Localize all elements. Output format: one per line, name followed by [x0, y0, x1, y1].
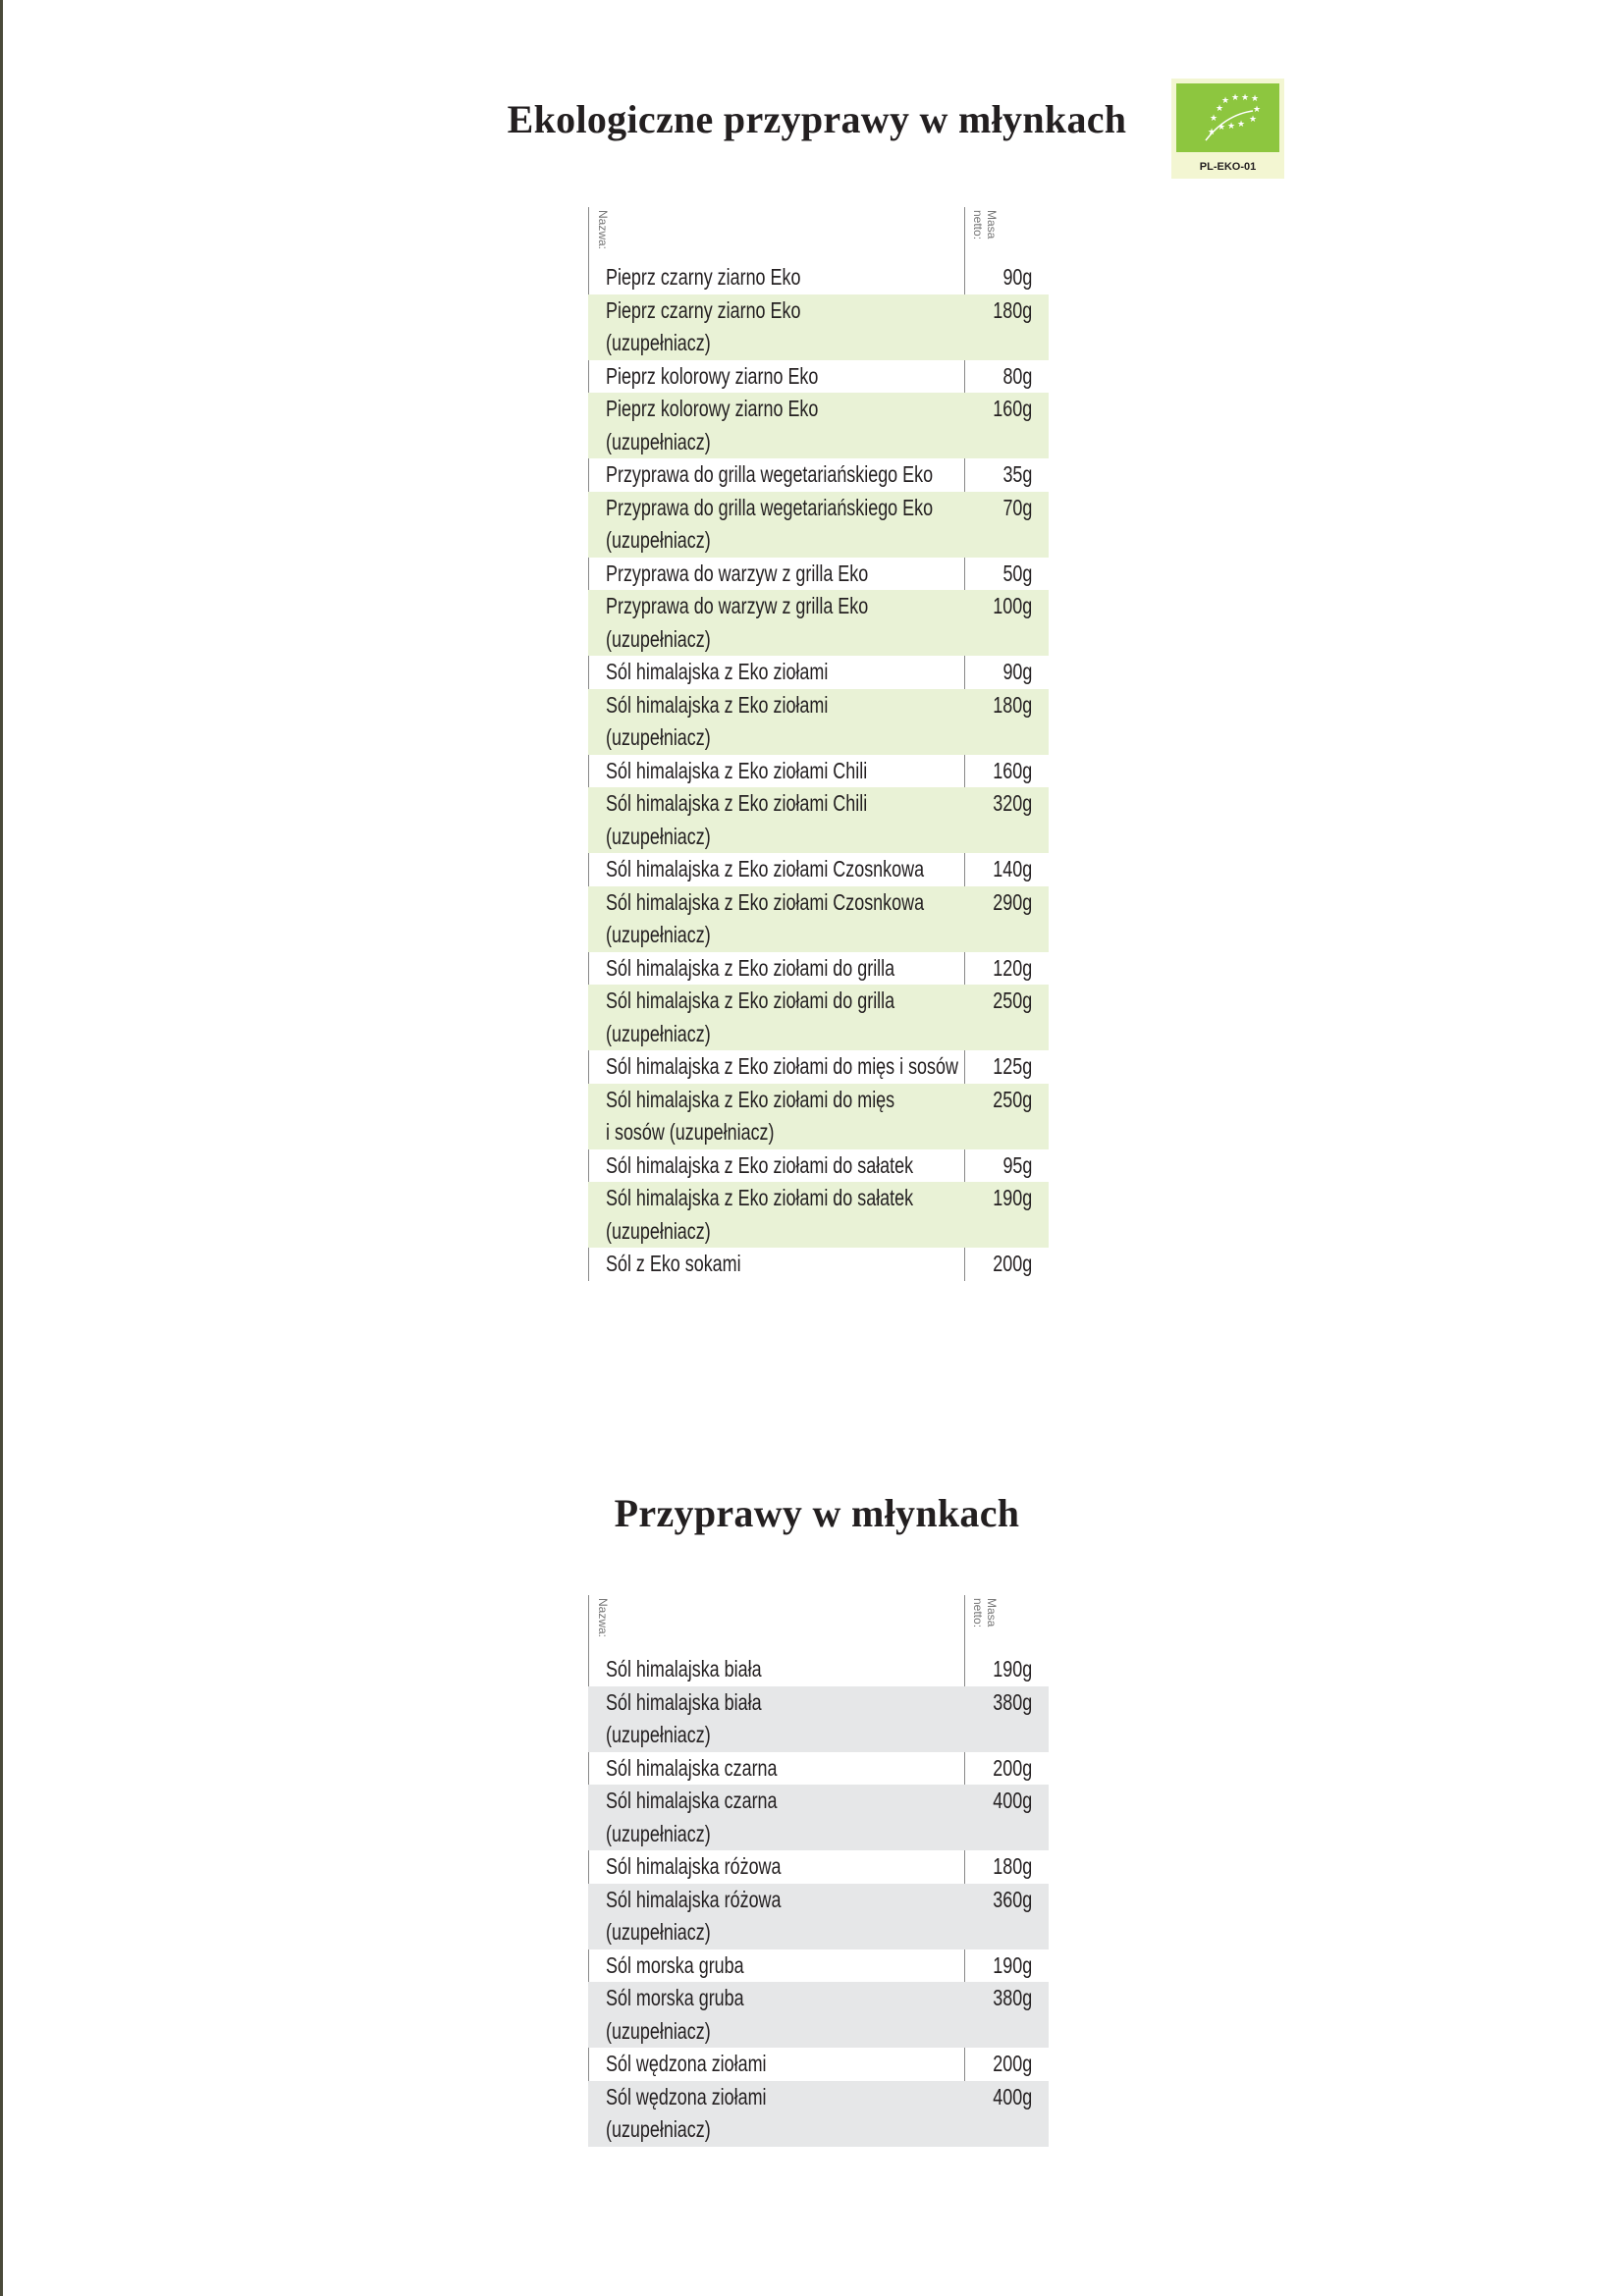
table-row — [588, 360, 1049, 394]
svg-text:★: ★ — [1210, 114, 1218, 124]
product-name: Sól himalajska z Eko ziołami — [606, 691, 829, 718]
svg-text:★: ★ — [1253, 105, 1262, 115]
table-row — [588, 590, 1049, 656]
product-name: (uzupełniacz) — [606, 922, 711, 947]
section-title-regular: Przyprawy w młynkach — [614, 1491, 1020, 1535]
product-name: i sosów (uzupełniacz) — [606, 1119, 775, 1145]
product-name: Sól himalajska czarna — [606, 1788, 778, 1813]
product-name: Sól z Eko sokami — [606, 1251, 741, 1276]
table-row — [588, 1884, 1049, 1949]
product-name: (uzupełniacz) — [606, 527, 711, 553]
product-name: Sól himalajska z Eko ziołami do mięs i sosów — [606, 1053, 958, 1079]
product-name: Pieprz kolorowy ziarno Eko — [606, 396, 819, 421]
table-row — [588, 1248, 1049, 1281]
product-name: (uzupełniacz) — [606, 1919, 711, 1945]
product-name: Sól himalajska różowa — [606, 1886, 782, 1912]
net-mass: 400g — [993, 2083, 1032, 2109]
table-row — [588, 1785, 1049, 1850]
table-row — [588, 2081, 1049, 2147]
net-mass: 160g — [993, 757, 1032, 783]
svg-text:★: ★ — [1249, 115, 1258, 125]
table-row — [588, 1850, 1049, 1884]
net-mass: 120g — [993, 954, 1032, 981]
net-mass: 80g — [1002, 362, 1032, 389]
table-row — [588, 1050, 1049, 1084]
net-mass: 125g — [993, 1053, 1032, 1079]
eu-organic-logo — [1171, 79, 1284, 179]
table-row — [588, 1084, 1049, 1149]
table-row — [588, 458, 1049, 492]
net-mass: 250g — [993, 1086, 1032, 1112]
net-mass: 190g — [993, 1656, 1032, 1682]
product-name: (uzupełniacz) — [606, 1722, 711, 1747]
svg-text:★: ★ — [1216, 104, 1224, 114]
table-row — [588, 985, 1049, 1050]
product-name: (uzupełniacz) — [606, 823, 711, 849]
product-name: (uzupełniacz) — [606, 625, 711, 652]
table-row — [588, 853, 1049, 886]
product-name: (uzupełniacz) — [606, 2116, 711, 2142]
product-name: (uzupełniacz) — [606, 724, 711, 750]
product-name: Pieprz czarny ziarno Eko — [606, 296, 801, 323]
net-mass: 200g — [993, 2051, 1032, 2076]
product-name: Sól himalajska różowa — [606, 1853, 782, 1879]
product-name: Sól himalajska z Eko ziołami do sałatek — [606, 1185, 914, 1210]
product-name: (uzupełniacz) — [606, 2017, 711, 2044]
svg-text:★: ★ — [1227, 122, 1236, 132]
column-header-name: Nazwa: — [596, 1598, 610, 1638]
product-name: Sól himalajska z Eko ziołami do mięs — [606, 1086, 895, 1112]
product-name: Sól himalajska z Eko ziołami do grilla — [606, 988, 895, 1013]
net-mass: 190g — [993, 1185, 1032, 1210]
product-name: (uzupełniacz) — [606, 1020, 711, 1046]
svg-text:★: ★ — [1237, 120, 1246, 130]
certification-code: PL-EKO-01 — [1199, 161, 1257, 173]
eco-product-table — [588, 207, 1049, 1281]
product-name: Sól himalajska z Eko ziołami Chili — [606, 790, 868, 816]
product-name: Sól wędzona ziołami — [606, 2051, 767, 2076]
net-mass: 320g — [993, 790, 1032, 816]
section-title-eco: Ekologiczne przyprawy w młynkach — [507, 97, 1127, 141]
product-name: (uzupełniacz) — [606, 428, 711, 454]
table-row — [588, 1949, 1049, 1983]
table-row — [588, 558, 1049, 591]
table-row — [588, 294, 1049, 360]
product-name: (uzupełniacz) — [606, 330, 711, 355]
table-row — [588, 656, 1049, 689]
net-mass: 400g — [993, 1788, 1032, 1813]
product-name: Sól himalajska z Eko ziołami do sałatek — [606, 1151, 914, 1178]
product-name: (uzupełniacz) — [606, 1820, 711, 1846]
net-mass: 50g — [1002, 560, 1032, 586]
net-mass: 250g — [993, 988, 1032, 1013]
table-row — [588, 393, 1049, 458]
product-name: Przyprawa do grilla wegetariańskiego Eko — [606, 461, 934, 487]
net-mass: 180g — [993, 1853, 1032, 1879]
net-mass: 180g — [993, 691, 1032, 718]
page-edge — [0, 0, 3, 2296]
net-mass: 90g — [1002, 264, 1032, 290]
svg-text:★: ★ — [1218, 123, 1226, 133]
net-mass: 200g — [993, 1754, 1032, 1781]
table-row — [588, 755, 1049, 788]
column-header-mass: Masa netto: — [971, 1598, 999, 1629]
table-row — [588, 787, 1049, 853]
net-mass: 290g — [993, 888, 1032, 915]
product-name: Sól himalajska biała — [606, 1656, 762, 1682]
table-row — [588, 1686, 1049, 1752]
svg-text:★: ★ — [1208, 128, 1217, 137]
product-name: Pieprz czarny ziarno Eko — [606, 264, 801, 290]
table-row — [588, 2048, 1049, 2081]
table-row — [588, 1752, 1049, 1786]
table-row — [588, 1653, 1049, 1686]
net-mass: 35g — [1002, 461, 1032, 487]
net-mass: 95g — [1002, 1151, 1032, 1178]
net-mass: 70g — [1002, 494, 1032, 520]
product-name: Sól himalajska z Eko ziołami Chili — [606, 757, 868, 783]
net-mass: 90g — [1002, 659, 1032, 684]
product-table — [588, 1595, 1049, 2147]
product-name: Sól himalajska z Eko ziołami do grilla — [606, 954, 895, 981]
table-row — [588, 1149, 1049, 1183]
net-mass: 180g — [993, 296, 1032, 323]
table-row — [588, 689, 1049, 755]
product-name: Sól himalajska czarna — [606, 1754, 778, 1781]
product-name: Sól morska gruba — [606, 1951, 744, 1978]
product-name: Sól himalajska z Eko ziołami — [606, 659, 829, 684]
table-row — [588, 492, 1049, 558]
net-mass: 160g — [993, 396, 1032, 421]
svg-text:★: ★ — [1231, 93, 1240, 103]
product-name: Sól himalajska z Eko ziołami Czosnkowa — [606, 856, 925, 881]
product-name: Pieprz kolorowy ziarno Eko — [606, 362, 819, 389]
product-name: Sól morska gruba — [606, 1985, 744, 2010]
net-mass: 190g — [993, 1951, 1032, 1978]
net-mass: 200g — [993, 1251, 1032, 1276]
net-mass: 360g — [993, 1886, 1032, 1912]
table-row — [588, 1182, 1049, 1248]
product-name: Przyprawa do warzyw z grilla Eko — [606, 560, 869, 586]
product-name: Sól wędzona ziołami — [606, 2083, 767, 2109]
net-mass: 380g — [993, 1985, 1032, 2010]
table-row — [588, 261, 1049, 294]
svg-text:★: ★ — [1241, 93, 1250, 103]
net-mass: 100g — [993, 593, 1032, 618]
svg-text:★: ★ — [1221, 96, 1230, 106]
product-name: Sól himalajska biała — [606, 1688, 762, 1715]
table-row — [588, 1982, 1049, 2048]
eu-leaf-icon — [1176, 83, 1279, 152]
product-name: Przyprawa do warzyw z grilla Eko — [606, 593, 869, 618]
product-name: Przyprawa do grilla wegetariańskiego Eko — [606, 494, 934, 520]
table-row — [588, 952, 1049, 986]
product-name: (uzupełniacz) — [606, 1217, 711, 1244]
column-header-name: Nazwa: — [596, 210, 610, 250]
column-header-mass: Masa netto: — [971, 210, 999, 240]
table-row — [588, 886, 1049, 952]
product-name: Sól himalajska z Eko ziołami Czosnkowa — [606, 888, 925, 915]
net-mass: 380g — [993, 1688, 1032, 1715]
svg-text:★: ★ — [1251, 94, 1260, 104]
net-mass: 140g — [993, 856, 1032, 881]
